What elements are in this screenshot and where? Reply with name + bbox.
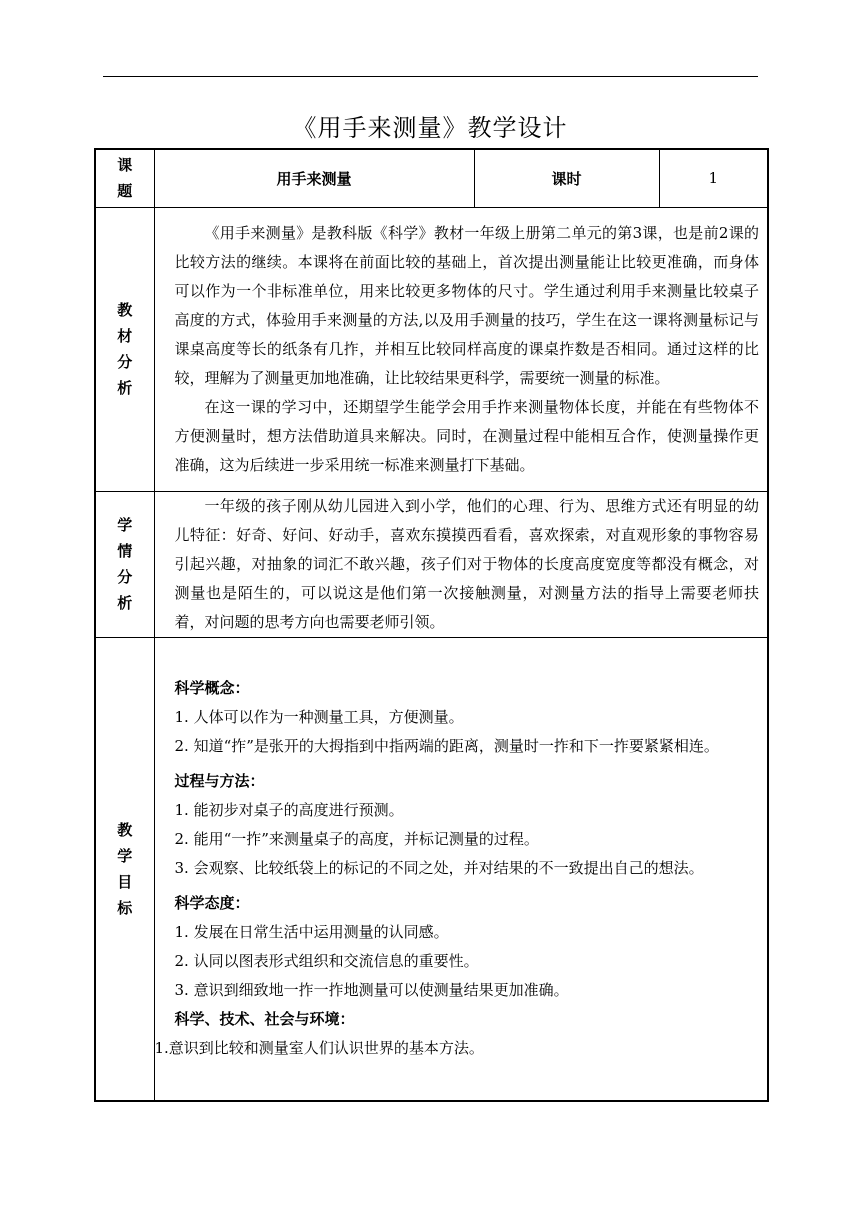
goal-heading-concept: 科学概念： [174, 679, 250, 698]
goal-heading-process: 过程与方法： [174, 772, 265, 791]
material-paragraph-1: 《用手来测量》是教科版《科学》教材一年级上册第二单元的第3课，也是前2课的比较方法的继续。本课将在前面比较的基础上，首次提出测量能让比较更准确，而身体可以作为一个非标准单位，用来比较更多物体的尺寸。学生通过利用手来测量比较桌子高度的方式，体验用手来测量的方法,以及用手测量的技巧，学生在这一课将测量标记与课桌高度等长的纸条有几拃，并相互比较同样高度的课桌拃数是否相同。通过这样的比较，理解为了测量更加地准确，让比较结果更科学，需要统一测量的标准。 [174, 223, 759, 387]
material-paragraph-2: 在这一课的学习中，还期望学生能学会用手拃来测量物体长度，并能在有些物体不方便测量时，想方法借助道具来解决。同时，在测量过程中能相互合作，使测量操作更准确，这为后续进一步采用统一标准来测量打下基础。 [174, 397, 759, 474]
row-material-analysis [95, 207, 768, 491]
row-student-analysis [95, 491, 768, 637]
goal-heading-sts: 科学、技术、社会与环境： [174, 1010, 355, 1029]
goal-item: 1. 发展在日常生活中运用测量的认同感。 [174, 923, 449, 942]
label-material-analysis: 教 材 分 析 [95, 207, 154, 491]
goal-item: 3. 意识到细致地一拃一拃地测量可以使测量结果更加准确。 [174, 981, 569, 1000]
goal-item: 2. 能用“一拃”来测量桌子的高度，并标记测量的过程。 [174, 830, 539, 849]
document-title: 《用手来测量》教学设计 [292, 114, 568, 142]
goal-item: 1. 人体可以作为一种测量工具，方便测量。 [174, 708, 464, 727]
header-rule [103, 76, 758, 77]
label-teaching-goals: 教 学 目 标 [95, 637, 154, 1101]
period-label: 课时 [474, 149, 659, 207]
student-analysis-content [154, 491, 768, 637]
student-paragraph-1: 一年级的孩子刚从幼儿园进入到小学，他们的心理、行为、思维方式还有明显的幼儿特征：好奇、好问、好动手，喜欢东摸摸西看看，喜欢探索，对直观形象的事物容易引起兴趣，对抽象的词汇不敢兴趣，孩子们对于物体的长度高度宽度等都没有概念，对测量也是陌生的，可以说这是他们第一次接触测量，对测量方法的指导上需要老师扶着，对问题的思考方向也需要老师引领。 [174, 496, 759, 631]
label-topic: 课 题 [95, 149, 154, 207]
lesson-plan-table [94, 148, 769, 1102]
period-value: 1 [659, 149, 768, 207]
topic-value: 用手来测量 [154, 149, 474, 207]
material-analysis-content [154, 207, 768, 491]
goal-item: 2. 知道“拃”是张开的大拇指到中指两端的距离，测量时一拃和下一拃要紧紧相连。 [174, 737, 719, 756]
goal-item: 3. 会观察、比较纸袋上的标记的不同之处，并对结果的不一致提出自己的想法。 [174, 859, 704, 878]
goal-item: 2. 认同以图表形式组织和交流信息的重要性。 [174, 952, 479, 971]
teaching-goals-content [154, 637, 768, 1101]
row-teaching-goals [95, 637, 768, 1101]
goal-heading-attitude: 科学态度： [174, 894, 250, 913]
goal-item: 1. 能初步对桌子的高度进行预测。 [174, 801, 404, 820]
goal-item: 1.意识到比较和测量室人们认识世界的基本方法。 [154, 1039, 484, 1058]
row-topic [95, 149, 768, 207]
label-student-analysis: 学 情 分 析 [95, 491, 154, 637]
